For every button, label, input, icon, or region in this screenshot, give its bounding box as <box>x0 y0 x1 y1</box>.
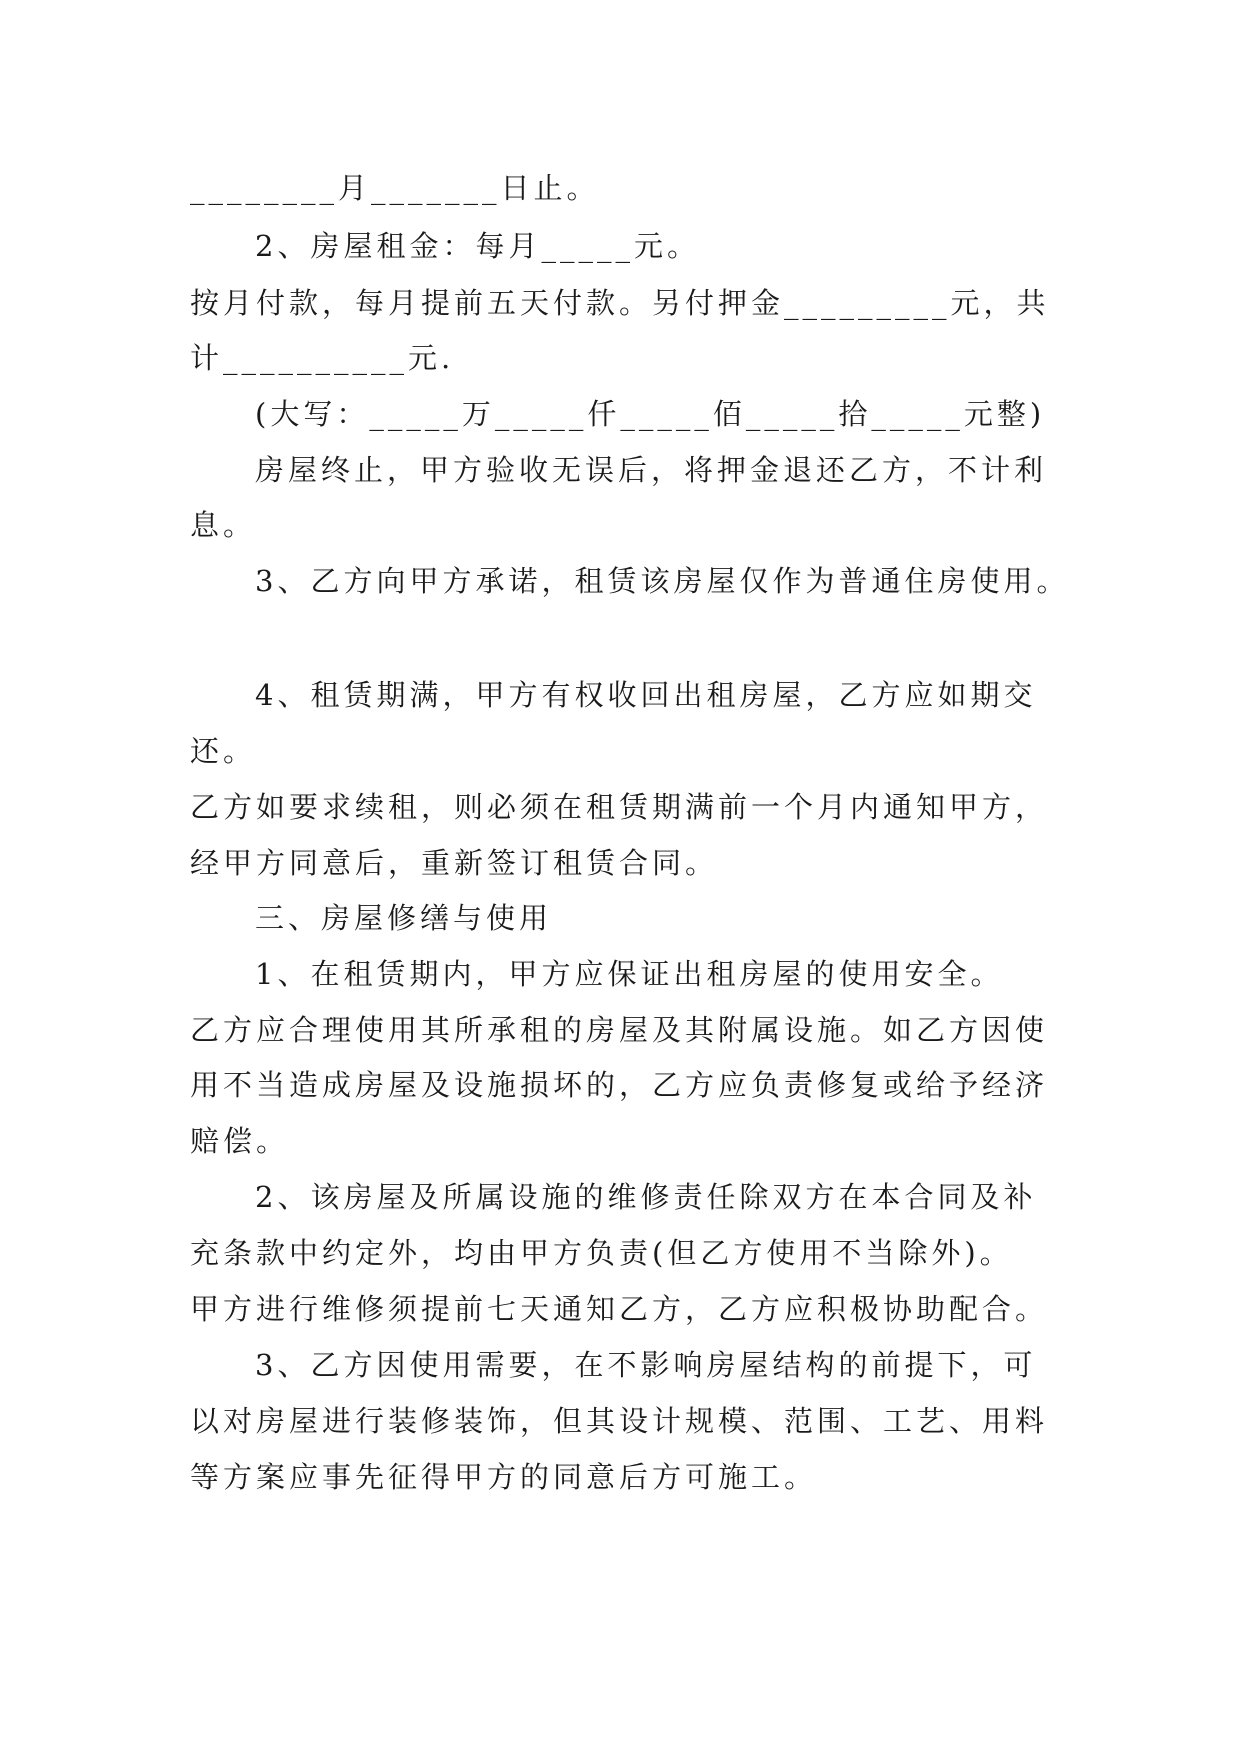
text-line-repair-3: 3、乙方因使用需要，在不影响房屋结构的前提下，可 <box>255 1348 1037 1382</box>
text-line-repair-notice: 甲方进行维修须提前七天通知乙方，乙方应积极协助配合。 <box>190 1292 1049 1326</box>
text-line-amount-in-words: (大写：_____万_____仟_____佰_____拾_____元整) <box>255 397 1046 431</box>
text-line-clause-4: 4、租赁期满，甲方有权收回出租房屋，乙方应如期交 <box>255 678 1037 712</box>
text-line-repair-1-cont-a: 乙方应合理使用其所承租的房屋及其附属设施。如乙方因使 <box>190 1013 1049 1047</box>
text-line-repair-1-cont-c: 赔偿。 <box>190 1124 290 1158</box>
text-line-repair-3-cont-a: 以对房屋进行装修装饰，但其设计规模、范围、工艺、用料 <box>190 1404 1049 1438</box>
text-line-repair-2-cont: 充条款中约定外，均由甲方负责(但乙方使用不当除外)。 <box>190 1236 1013 1270</box>
text-line-repair-2: 2、该房屋及所属设施的维修责任除双方在本合同及补 <box>255 1180 1037 1214</box>
text-line-deposit-return-cont: 息。 <box>190 508 257 542</box>
text-line-repair-1: 1、在租赁期内，甲方应保证出租房屋的使用安全。 <box>255 957 1004 991</box>
text-line-repair-1-cont-b: 用不当造成房屋及设施损坏的，乙方应负责修复或给予经济 <box>190 1068 1049 1102</box>
text-line-renewal: 乙方如要求续租，则必须在租赁期满前一个月内通知甲方， <box>190 790 1049 824</box>
text-line-total: 计__________元. <box>190 341 455 375</box>
text-line-rent-amount: 2、房屋租金：每月_____元。 <box>255 229 700 263</box>
text-line-repair-3-cont-b: 等方案应事先征得甲方的同意后方可施工。 <box>190 1460 818 1494</box>
text-line-deposit-return: 房屋终止，甲方验收无误后，将押金退还乙方，不计利 <box>255 453 1048 487</box>
text-line-payment-deposit: 按月付款，每月提前五天付款。另付押金_________元，共 <box>190 286 1050 320</box>
text-line-renewal-cont: 经甲方同意后，重新签订租赁合同。 <box>190 846 719 880</box>
text-line-lease-end-date: ________月_______日止。 <box>190 171 600 205</box>
section-heading-repair: 三、房屋修缮与使用 <box>255 901 553 935</box>
text-line-clause-4-cont: 还。 <box>190 734 257 768</box>
text-line-clause-3: 3、乙方向甲方承诺，租赁该房屋仅作为普通住房使用。 <box>255 564 1070 598</box>
